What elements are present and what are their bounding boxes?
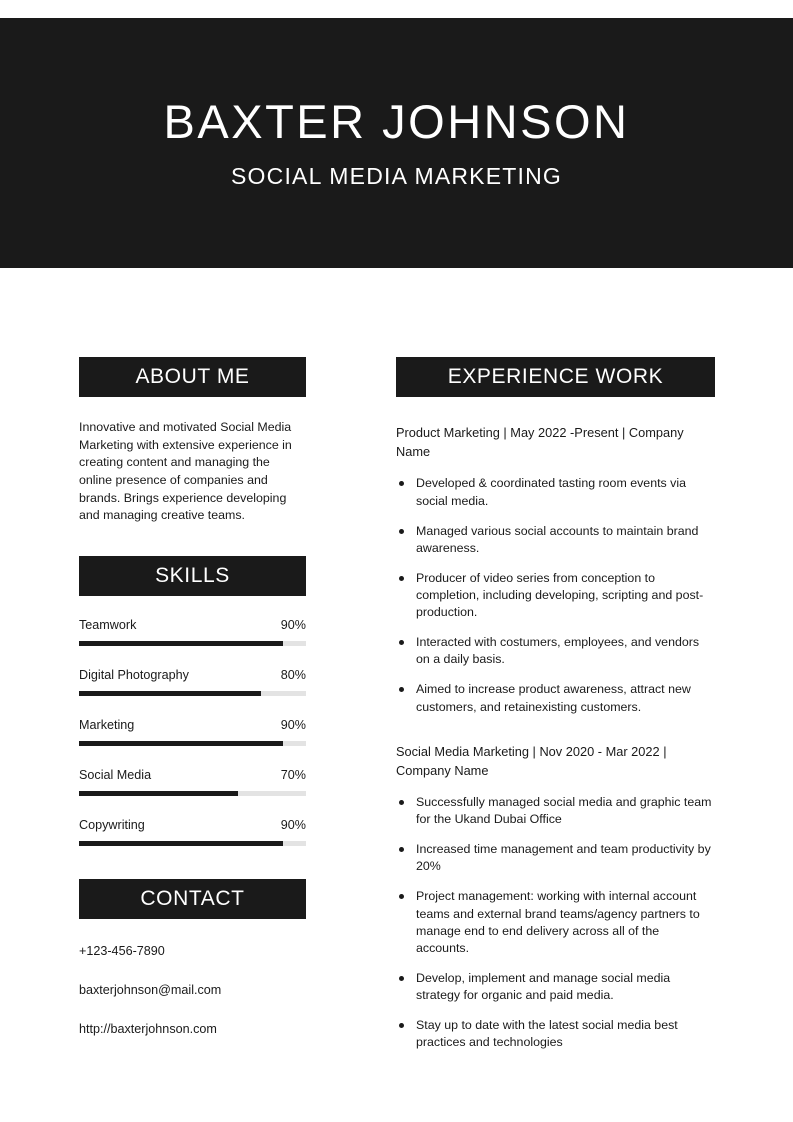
contact-section [79, 879, 306, 1036]
skill-item [79, 668, 306, 696]
job-bullet: Successfully managed social media and graphic team for the Ukand Dubai Office [396, 794, 715, 828]
job-bullets [396, 794, 715, 1051]
candidate-role: SOCIAL MEDIA MARKETING [231, 163, 562, 190]
job-bullet: Managed various social accounts to maintain brand awareness. [396, 523, 715, 557]
job-title: Social Media Marketing | Nov 2020 - Mar 2022 | Company Name [396, 743, 667, 778]
skills-heading: SKILLS [79, 556, 306, 596]
job-bullet: Aimed to increase product awareness, attract new customers, and retainexisting customers. [396, 681, 715, 715]
skill-percent: 90% [280, 617, 306, 632]
skill-percent: 80% [280, 667, 306, 682]
contact-email[interactable]: baxterjohnson@mail.com [79, 982, 222, 997]
about-text: Innovative and motivated Social Media Marketing with extensive experience in creating content and managing the online presence of companies and brands. Brings experience developing and managing creative teams. [79, 420, 292, 523]
skill-label: Marketing [79, 717, 135, 732]
job-bullet: Project management: working with internal account teams and external brand teams/agency partners to manage end to end delivery across all of the accounts. [396, 888, 715, 956]
contact-website[interactable]: http://baxterjohnson.com [79, 1021, 217, 1036]
skill-bar-track [79, 641, 306, 646]
contact-phone: +123-456-7890 [79, 943, 165, 958]
skill-bar-track [79, 691, 306, 696]
skill-percent: 70% [280, 767, 306, 782]
candidate-name: BAXTER JOHNSON [163, 94, 630, 148]
right-column [396, 357, 715, 1064]
skill-percent: 90% [280, 817, 306, 832]
skill-percent: 90% [280, 717, 306, 732]
skill-item [79, 718, 306, 746]
skill-bar-track [79, 791, 306, 796]
skill-bar-track [79, 841, 306, 846]
resume-header [0, 18, 793, 268]
skill-item [79, 818, 306, 846]
job-bullet: Stay up to date with the latest social media best practices and technologies [396, 1017, 715, 1051]
skill-label: Copywriting [79, 817, 145, 832]
skill-item [79, 768, 306, 796]
job-bullet: Develop, implement and manage social media strategy for organic and paid media. [396, 970, 715, 1004]
skill-bar-track [79, 741, 306, 746]
experience-entry [396, 742, 715, 1052]
job-bullet: Interacted with costumers, employees, and vendors on a daily basis. [396, 634, 715, 668]
skill-bar-fill [79, 841, 283, 846]
job-bullet: Increased time management and team productivity by 20% [396, 841, 715, 875]
skills-section [79, 556, 306, 846]
job-bullet: Developed & coordinated tasting room events via social media. [396, 475, 715, 509]
skill-label: Digital Photography [79, 667, 189, 682]
skill-bar-fill [79, 641, 283, 646]
skill-bar-fill [79, 741, 283, 746]
skill-label: Social Media [79, 767, 152, 782]
skill-bar-fill [79, 691, 261, 696]
job-title: Product Marketing | May 2022 -Present | Company Name [396, 425, 684, 460]
skill-label: Teamwork [79, 617, 137, 632]
job-bullets [396, 475, 715, 715]
experience-entry [396, 423, 715, 716]
skill-item [79, 618, 306, 646]
job-bullet: Producer of video series from conception to completion, including developing, scripting and post-production. [396, 570, 715, 621]
experience-heading: EXPERIENCE WORK [396, 357, 715, 397]
contact-heading: CONTACT [79, 879, 306, 919]
left-column [79, 357, 306, 1036]
skill-bar-fill [79, 791, 238, 796]
about-heading: ABOUT ME [79, 357, 306, 397]
